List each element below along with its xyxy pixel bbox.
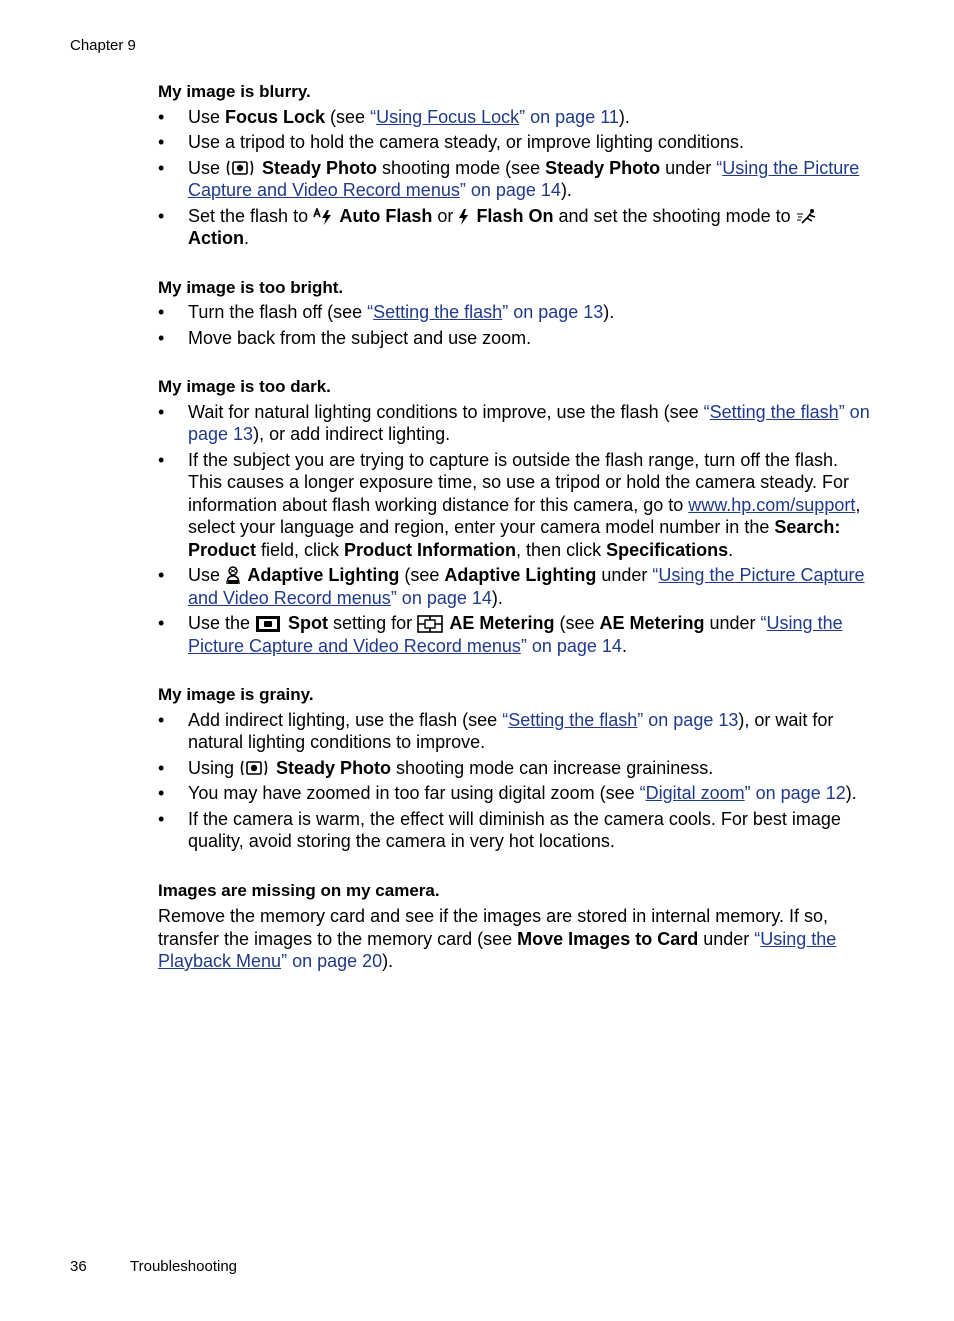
text: If the subject you are trying to capture is outside the flash range, turn off the flash. This causes a longer exposure time, so use a tripod or hold the camera steady. For information about flash working distance for this camera, go to	[188, 449, 849, 515]
list-item	[158, 205, 870, 250]
spot-icon	[255, 615, 281, 633]
text: (see	[554, 613, 600, 633]
text: Turn the flash off (see	[188, 302, 368, 322]
link-digital-zoom[interactable]: “Digital zoom” on page 12	[639, 783, 846, 803]
text: .	[621, 635, 627, 656]
section-blurry	[158, 81, 870, 250]
bullet: •	[158, 132, 165, 152]
auto-flash-icon	[313, 208, 333, 226]
text: under	[596, 565, 653, 585]
bold-text: Adaptive Lighting	[243, 565, 400, 585]
bullet-list	[158, 106, 870, 250]
list-item	[158, 782, 870, 805]
bold-text: Search: Product	[188, 517, 841, 560]
bullet-list	[158, 401, 870, 658]
bullet: •	[158, 613, 165, 633]
bullet: •	[158, 401, 165, 422]
link-using-picture-capture-menus[interactable]: “Using the Picture Capture and Video Record menus” on page 14	[188, 565, 865, 608]
bullet: •	[158, 157, 165, 178]
bullet: •	[158, 757, 165, 778]
bold-text: Specifications	[606, 539, 729, 560]
text: Remove the memory card and see if the images are stored in internal memory. If so, transfer the images to the memory card (see	[158, 906, 828, 949]
text: ).	[491, 587, 503, 608]
text: shooting mode can increase graininess.	[391, 757, 714, 778]
text: , then click	[516, 539, 607, 560]
section-title: My image is too bright.	[158, 277, 344, 297]
bold-text: Flash On	[471, 205, 554, 226]
text: (see	[325, 106, 371, 127]
bold-text: AE Metering	[445, 613, 555, 633]
bullet: •	[158, 106, 165, 127]
text: ).	[845, 783, 857, 803]
bold-text: Focus Lock	[225, 106, 326, 127]
text: Use	[188, 106, 226, 127]
paragraph	[158, 905, 870, 973]
bold-text: Steady Photo	[257, 157, 378, 178]
link-hp-support[interactable]: www.hp.com/support	[688, 494, 856, 515]
text: .	[728, 539, 734, 560]
action-icon	[796, 208, 820, 226]
text: under	[660, 157, 717, 178]
text: Add indirect lighting, use the flash (see	[188, 709, 503, 730]
text: Move back from the subject and use zoom.	[188, 327, 532, 348]
link-setting-the-flash[interactable]: “Setting the flash” on page 13	[367, 302, 604, 322]
section-grainy	[158, 684, 870, 853]
link-using-picture-capture-menus[interactable]: “Using the Picture Capture and Video Record menus” on page 14	[188, 157, 860, 200]
text: and set the shooting mode to	[553, 205, 796, 226]
list-item	[158, 612, 870, 657]
link-setting-the-flash[interactable]: “Setting the flash” on page 13	[188, 401, 870, 444]
bullet: •	[158, 327, 165, 348]
bullet: •	[158, 783, 165, 803]
list-item	[158, 327, 870, 350]
text: .	[244, 228, 250, 248]
steady-photo-icon	[225, 158, 255, 178]
section-title: My image is grainy.	[158, 685, 314, 704]
adaptive-lighting-icon	[225, 565, 241, 585]
bullet: •	[158, 808, 165, 829]
link-using-picture-capture-menus[interactable]: “Using the Picture Capture and Video Record menus” on page 14	[188, 613, 843, 656]
text: You may have zoomed in too far using digital zoom (see	[188, 783, 640, 803]
text: Use the	[188, 613, 256, 633]
bold-text: Product Information	[344, 539, 517, 560]
text: ), or wait for natural lighting conditions to improve.	[188, 709, 834, 752]
flash-on-icon	[458, 208, 469, 226]
bullet: •	[158, 565, 165, 585]
list-item	[158, 709, 870, 754]
bold-text: Action	[188, 228, 244, 248]
bold-text: Steady Photo	[271, 757, 392, 778]
text: Use a tripod to hold the camera steady, or improve lighting conditions.	[188, 132, 744, 152]
text: Set the flash to	[188, 205, 314, 226]
bullet-list	[158, 709, 870, 853]
text: (see	[399, 565, 445, 585]
text: under	[698, 928, 755, 949]
list-item	[158, 106, 870, 129]
bold-text: AE Metering	[599, 613, 705, 633]
text: Use	[188, 565, 226, 585]
link-setting-the-flash[interactable]: “Setting the flash” on page 13	[502, 709, 739, 730]
link-using-focus-lock[interactable]: “Using Focus Lock” on page 11	[370, 106, 619, 127]
bold-text: Adaptive Lighting	[444, 565, 597, 585]
bold-text: Steady Photo	[545, 157, 661, 178]
bullet-list	[158, 301, 870, 349]
text: shooting mode (see	[377, 157, 546, 178]
list-item	[158, 757, 870, 780]
bullet: •	[158, 449, 165, 470]
bullet: •	[158, 205, 165, 226]
text: ).	[603, 302, 615, 322]
list-item	[158, 401, 870, 446]
page-content	[158, 81, 870, 1000]
text: Wait for natural lighting conditions to improve, use the flash (see	[188, 401, 704, 422]
ae-metering-icon	[417, 615, 443, 633]
text: ).	[618, 106, 630, 127]
bullet: •	[158, 709, 165, 730]
page-footer	[70, 1258, 237, 1275]
section-images-missing	[158, 880, 870, 973]
bold-text: Spot	[283, 613, 329, 633]
text: Use	[188, 157, 226, 178]
list-item	[158, 131, 870, 154]
text: under	[704, 613, 761, 633]
bold-text: Move Images to Card	[517, 928, 699, 949]
list-item	[158, 157, 870, 202]
list-item	[158, 301, 870, 324]
text: ), or add indirect lighting.	[253, 424, 451, 444]
section-too-bright	[158, 277, 870, 350]
list-item	[158, 564, 870, 609]
section-title: My image is blurry.	[158, 82, 311, 101]
text: or	[432, 205, 459, 226]
bold-text: Auto Flash	[335, 205, 433, 226]
page-number: 36	[70, 1258, 87, 1275]
text: setting for	[328, 613, 418, 633]
text: ).	[560, 180, 572, 200]
text: field, click	[256, 539, 345, 560]
section-title: My image is too dark.	[158, 377, 331, 396]
section-title: Images are missing on my camera.	[158, 880, 440, 900]
steady-photo-icon	[239, 758, 269, 778]
text: ).	[382, 951, 394, 971]
section-too-dark	[158, 376, 870, 657]
list-item	[158, 449, 870, 562]
text: , select your language and region, enter your camera model number in the	[188, 494, 861, 537]
text: Using	[188, 757, 240, 778]
list-item	[158, 808, 870, 853]
link-using-playback-menu[interactable]: “Using the Playback Menu” on page 20	[158, 928, 837, 971]
footer-section-title: Troubleshooting	[130, 1258, 238, 1275]
chapter-header: Chapter 9	[70, 37, 136, 54]
bullet: •	[158, 302, 165, 322]
text: If the camera is warm, the effect will diminish as the camera cools. For best image quality, avoid storing the camera in very hot locations.	[188, 808, 841, 851]
